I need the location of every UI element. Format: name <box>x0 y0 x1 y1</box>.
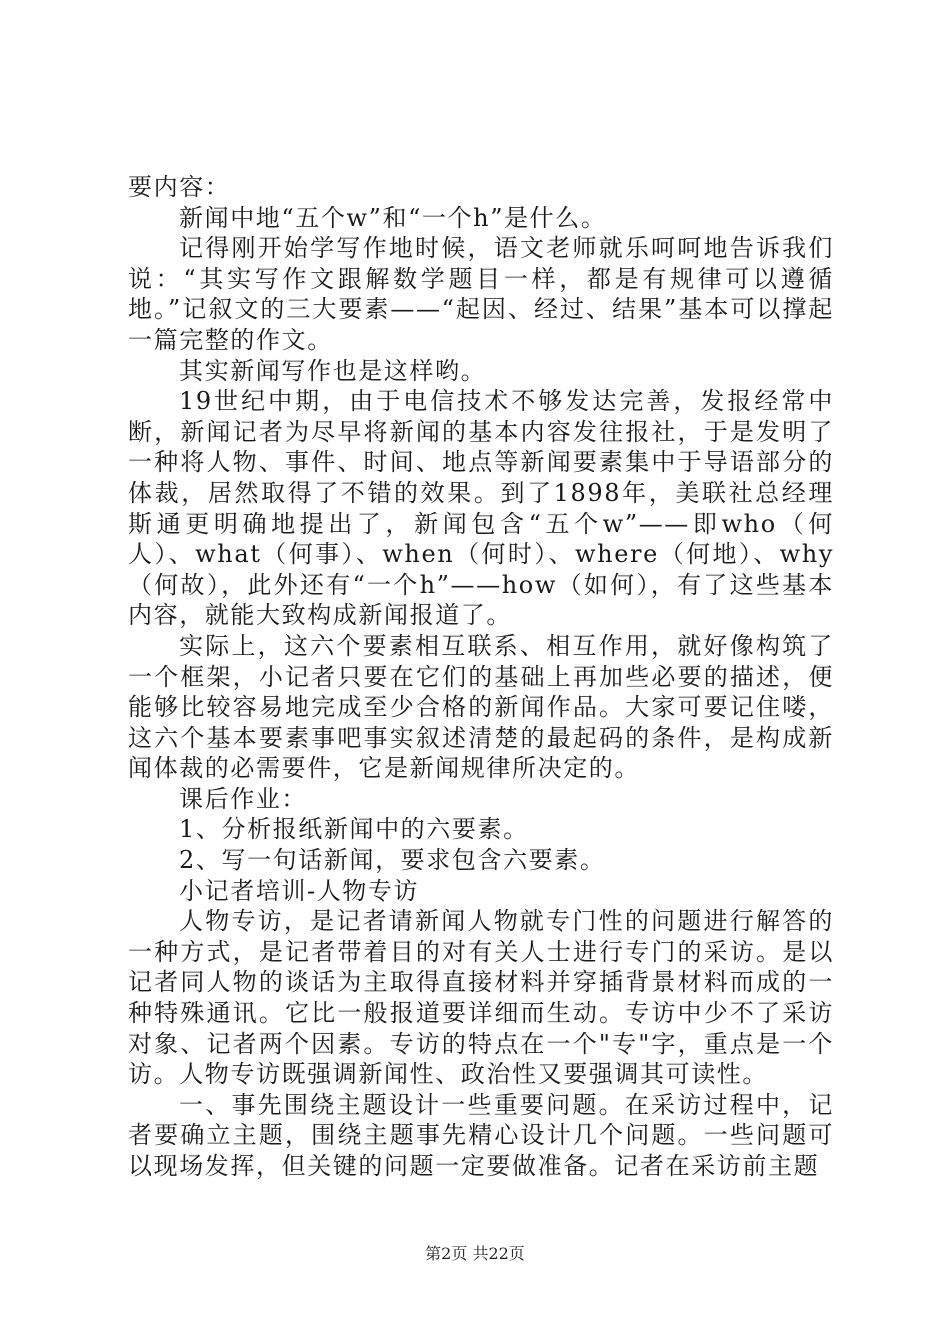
paragraph: 记得刚开始学写作地时候，语文老师就乐呵呵地告诉我们说：“其实写作文跟解数学题目一样，都是有规律可以遵循地。”记叙文的三大要素——“起因、经过、结果”基本可以撑起一篇完整的作文。 <box>128 234 834 354</box>
homework-item: 1、分析报纸新闻中的六要素。 <box>179 815 529 844</box>
homework-heading: 课后作业： <box>179 784 307 813</box>
page-number-footer: 第2页 共22页 <box>425 1244 525 1263</box>
paragraph: 实际上，这六个要素相互联系、相互作用，就好像构筑了一个框架，小记者只要在它们的基础上再加些必要的描述，便能够比较容易地完成至少合格的新闻作品。大家可要记住喽，这六个基本要素事吧事实叙述清楚的最起码的条件，是构成新闻体裁的必需要件，它是新闻规律所决定的。 <box>128 631 834 783</box>
homework-item: 2、写一句话新闻，要求包含六要素。 <box>179 846 606 875</box>
paragraph: 一、事先围绕主题设计一些重要问题。在采访过程中，记者要确立主题，围绕主题事先精心设计几个问题。一些问题可以现场发挥，但关键的问题一定要做准备。记者在采访前主题 <box>128 1090 834 1180</box>
paragraph: 人物专访，是记者请新闻人物就专门性的问题进行解答的一种方式，是记者带着目的对有关人士进行专门的采访。是以记者同人物的谈话为主取得直接材料并穿插背景材料而成的一种特殊通讯。它比一般报道要详细而生动。专访中少不了采访对象、记者两个因素。专访的特点在一个"专"字，重点是一个访。人物专访既强调新闻性、政治性又要强调其可读性。 <box>128 907 834 1089</box>
paragraph: 新闻中地“五个w”和“一个h”是什么。 <box>179 203 607 232</box>
paragraph: 19世纪中期，由于电信技术不够发达完善，发报经常中断，新闻记者为尽早将新闻的基本内容发往报社，于是发明了一种将人物、事件、时间、地点等新闻要素集中于导语部分的体裁，居然取得了不错的效果。到了1898年，美联社总经理斯通更明确地提出了，新闻包含“五个w”——即who（何人）、what（何事）、when（何时）、where（何地）、why（何故），此外还有“一个h”——how（如何），有了这些基本内容，就能大致构成新闻报道了。 <box>128 387 834 630</box>
paragraph: 要内容： <box>128 173 231 201</box>
paragraph: 其实新闻写作也是这样哟。 <box>179 356 487 385</box>
section-heading: 小记者培训-人物专访 <box>179 876 420 905</box>
document-body <box>128 172 834 1182</box>
